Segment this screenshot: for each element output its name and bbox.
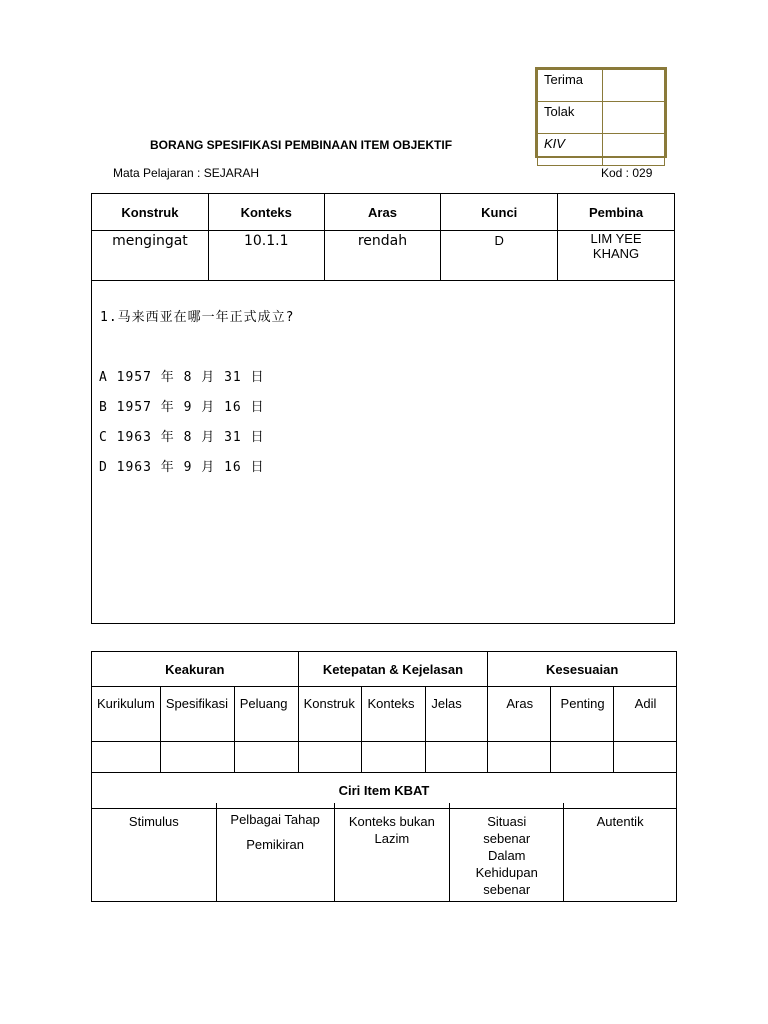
- column-header: Konstruk: [92, 194, 209, 231]
- question-text: 1.马来西亚在哪一年正式成立?: [100, 310, 295, 325]
- criterion-konstruk: Konstruk: [298, 687, 362, 742]
- criterion-peluang: Peluang: [234, 687, 298, 742]
- status-tolak-field[interactable]: [603, 102, 665, 134]
- evaluation-table: [91, 651, 677, 809]
- column-header: Pembina: [558, 194, 675, 231]
- option-a: A 1957 年 8 月 31 日: [99, 370, 265, 385]
- criterion-kurikulum: Kurikulum: [92, 687, 161, 742]
- kbat-stimulus: Stimulus: [92, 803, 217, 902]
- criterion-spesifikasi: Spesifikasi: [160, 687, 234, 742]
- group-kesesuaian: Kesesuaian: [488, 652, 677, 687]
- option-b: B 1957 年 9 月 16 日: [99, 400, 265, 415]
- form-title: BORANG SPESIFIKASI PEMBINAAN ITEM OBJEKTIF: [150, 138, 453, 152]
- score-cell[interactable]: [426, 742, 488, 773]
- option-c: C 1963 年 8 月 31 日: [99, 430, 265, 445]
- score-cell[interactable]: [160, 742, 234, 773]
- konstruk-value: mengingat: [92, 231, 209, 281]
- criterion-adil: Adil: [614, 687, 677, 742]
- column-header: Kunci: [441, 194, 558, 231]
- code-label: Kod : 029: [601, 166, 653, 180]
- kbat-pelbagai-tahap: Pelbagai Tahap Pemikiran: [216, 803, 334, 902]
- status-kiv-label: KIV: [538, 134, 603, 166]
- subject-label: Mata Pelajaran : SEJARAH: [113, 166, 260, 180]
- status-box: [535, 67, 667, 158]
- score-cell[interactable]: [92, 742, 161, 773]
- status-tolak-label: Tolak: [538, 102, 603, 134]
- score-cell[interactable]: [362, 742, 426, 773]
- criterion-jelas: Jelas: [426, 687, 488, 742]
- status-terima-label: Terima: [538, 70, 603, 102]
- criterion-aras: Aras: [488, 687, 551, 742]
- aras-value: rendah: [324, 231, 441, 281]
- kbat-konteks-bukan-lazim: Konteks bukan Lazim: [334, 803, 450, 902]
- score-cell[interactable]: [298, 742, 362, 773]
- score-cell[interactable]: [551, 742, 614, 773]
- kbat-title: Ciri Item KBAT: [92, 773, 677, 809]
- konteks-value: 10.1.1: [208, 231, 324, 281]
- status-kiv-field[interactable]: [603, 134, 665, 166]
- status-terima-field[interactable]: [603, 70, 665, 102]
- pembina-value: LIM YEE KHANG: [558, 231, 675, 281]
- group-keakuran: Keakuran: [92, 652, 299, 687]
- score-cell[interactable]: [488, 742, 551, 773]
- option-d: D 1963 年 9 月 16 日: [99, 460, 265, 475]
- group-ketepatan: Ketepatan & Kejelasan: [298, 652, 488, 687]
- question-box: [91, 276, 675, 624]
- kunci-value: D: [441, 231, 558, 281]
- column-header: Konteks: [208, 194, 324, 231]
- score-cell[interactable]: [234, 742, 298, 773]
- item-spec-table: [91, 193, 675, 281]
- criterion-penting: Penting: [551, 687, 614, 742]
- score-cell[interactable]: [614, 742, 677, 773]
- column-header: Aras: [324, 194, 441, 231]
- kbat-situasi-sebenar: Situasi sebenar Dalam Kehidupan sebenar: [450, 803, 564, 902]
- kbat-autentik: Autentik: [564, 803, 677, 902]
- criterion-konteks: Konteks: [362, 687, 426, 742]
- kbat-table: [91, 803, 677, 902]
